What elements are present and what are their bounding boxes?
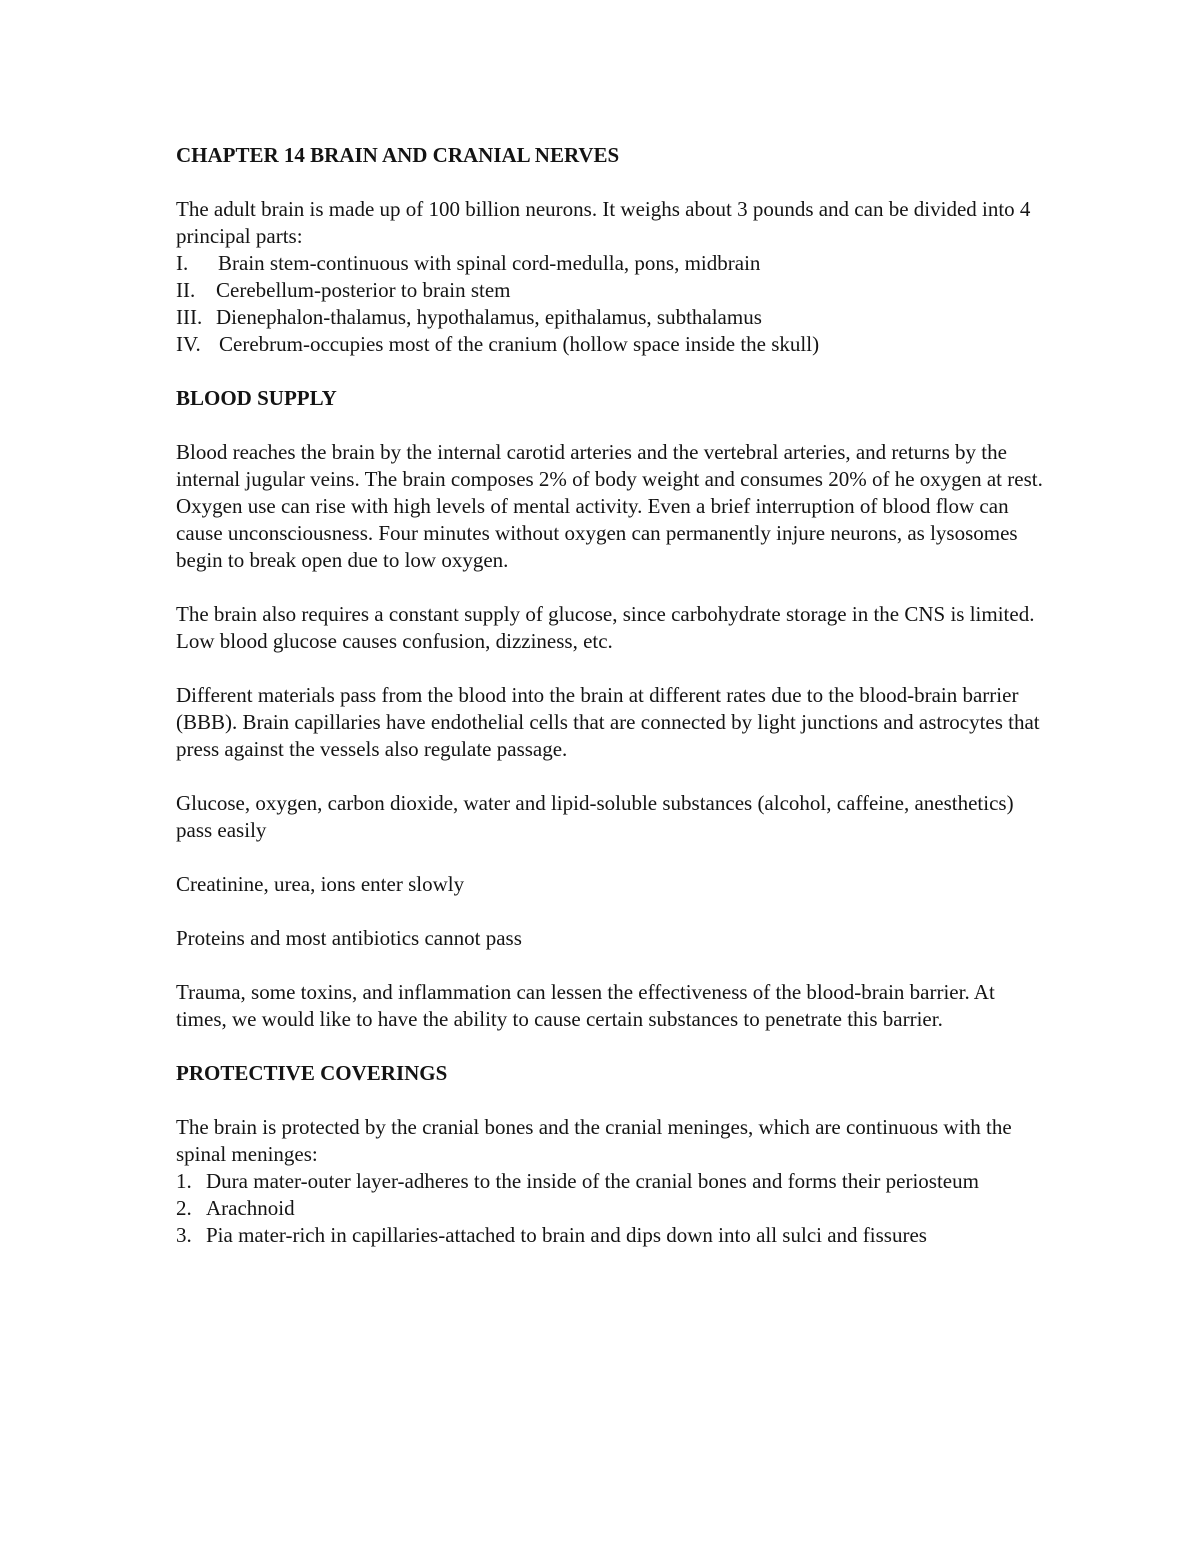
meninges-list bbox=[176, 1168, 1046, 1249]
list-marker: III. bbox=[176, 305, 203, 329]
paragraph: Blood reaches the brain by the internal carotid arteries and the vertebral arteries, and returns by the internal jugular veins. The brain composes 2% of body weight and consumes 20% of he oxygen at rest. Oxygen use can rise with high levels of mental activity. Even a brief interruption of blood flow can cause unconsciousness. Four minutes without oxygen can permanently injure neurons, as lysosomes begin to break open due to low oxygen. bbox=[176, 440, 1043, 572]
list-item bbox=[176, 1168, 1046, 1195]
blood-supply-heading: BLOOD SUPPLY bbox=[176, 386, 337, 410]
list-item bbox=[176, 250, 1046, 277]
list-marker: 2. bbox=[176, 1196, 192, 1220]
list-item-text: Cerebrum-occupies most of the cranium (hollow space inside the skull) bbox=[219, 332, 820, 356]
paragraph: The brain is protected by the cranial bones and the cranial meninges, which are continuous with the spinal meninges: bbox=[176, 1115, 1012, 1166]
paragraph: Different materials pass from the blood into the brain at different rates due to the blood-brain barrier (BBB). Brain capillaries have endothelial cells that are connected by light junctions and astrocytes that press against the vessels also regulate passage. bbox=[176, 683, 1040, 761]
list-marker: 3. bbox=[176, 1223, 192, 1247]
list-item-text: Pia mater-rich in capillaries-attached to brain and dips down into all sulci and fissures bbox=[206, 1223, 927, 1247]
paragraph: The brain also requires a constant supply of glucose, since carbohydrate storage in the CNS is limited. Low blood glucose causes confusion, dizziness, etc. bbox=[176, 602, 1035, 653]
list-item bbox=[176, 1195, 1046, 1222]
list-marker: 1. bbox=[176, 1169, 192, 1193]
list-marker: II. bbox=[176, 278, 196, 302]
document-body bbox=[176, 142, 1046, 1276]
intro-paragraph: The adult brain is made up of 100 billion neurons. It weighs about 3 pounds and can be divided into 4 principal parts: bbox=[176, 197, 1031, 248]
list-marker: IV. bbox=[176, 332, 201, 356]
list-item bbox=[176, 277, 1046, 304]
list-marker: I. bbox=[176, 251, 189, 275]
principal-parts-list bbox=[176, 250, 1046, 358]
list-item bbox=[176, 1222, 1046, 1249]
paragraph: Trauma, some toxins, and inflammation can lessen the effectiveness of the blood-brain barrier. At times, we would like to have the ability to cause certain substances to penetrate this barrier. bbox=[176, 980, 995, 1031]
list-item-text: Dura mater-outer layer-adheres to the inside of the cranial bones and forms their periosteum bbox=[206, 1169, 979, 1193]
chapter-title: CHAPTER 14 BRAIN AND CRANIAL NERVES bbox=[176, 143, 620, 167]
list-item-text: Brain stem-continuous with spinal cord-medulla, pons, midbrain bbox=[218, 251, 761, 275]
list-item bbox=[176, 331, 1046, 358]
paragraph: Glucose, oxygen, carbon dioxide, water and lipid-soluble substances (alcohol, caffeine, anesthetics) pass easily bbox=[176, 791, 1014, 842]
protective-coverings-heading: PROTECTIVE COVERINGS bbox=[176, 1061, 448, 1085]
paragraph: Proteins and most antibiotics cannot pass bbox=[176, 926, 522, 950]
list-item-text: Dienephalon-thalamus, hypothalamus, epithalamus, subthalamus bbox=[216, 305, 762, 329]
paragraph: Creatinine, urea, ions enter slowly bbox=[176, 872, 465, 896]
list-item bbox=[176, 304, 1046, 331]
list-item-text: Cerebellum-posterior to brain stem bbox=[216, 278, 511, 302]
list-item-text: Arachnoid bbox=[206, 1196, 295, 1220]
